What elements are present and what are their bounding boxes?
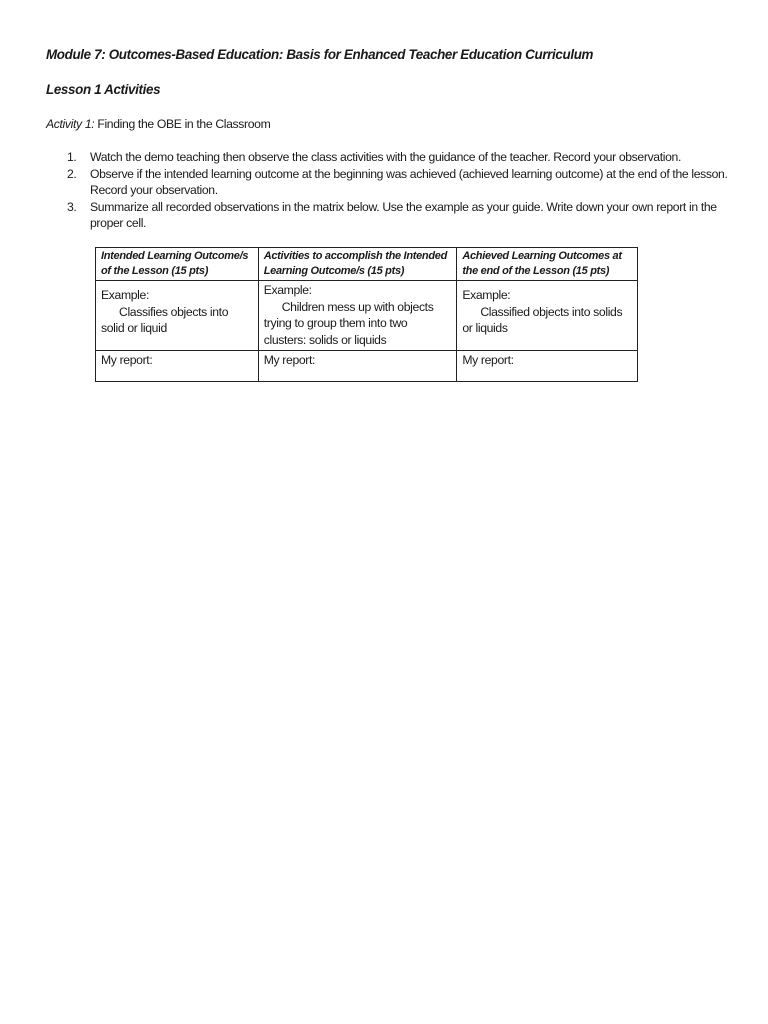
example-label: Example:: [101, 288, 150, 302]
observation-matrix: [95, 247, 638, 382]
instructions-list: [67, 149, 737, 232]
report-cell-activities[interactable]: My report:: [258, 351, 457, 382]
list-text: Observe if the intended learning outcome at the beginning was achieved (achieved learning outcome) at the end of the lesson. Record your observation.: [90, 166, 728, 197]
list-item: [67, 149, 737, 166]
example-text: Classifies objects into solid or liquid: [101, 304, 229, 335]
table-row-report: [96, 351, 638, 382]
column-header-intended: Intended Learning Outcome/s of the Lesson (15 pts): [96, 248, 259, 281]
example-cell-achieved: [457, 281, 638, 351]
example-label: Example:: [462, 288, 511, 302]
activity-title: Finding the OBE in the Classroom: [97, 117, 271, 131]
column-header-achieved: Achieved Learning Outcomes at the end of the Lesson (15 pts): [457, 248, 638, 281]
example-cell-intended: [96, 281, 259, 351]
example-text: Classified objects into solids or liquids: [462, 304, 623, 335]
example-label: Example:: [263, 283, 312, 297]
list-number: 1.: [67, 150, 77, 164]
activity-label: Activity 1:: [46, 117, 95, 131]
list-number: 3.: [67, 199, 77, 214]
list-text: Watch the demo teaching then observe the class activities with the guidance of the teacher. Record your observation.: [90, 150, 682, 164]
lesson-title: Lesson 1 Activities: [46, 82, 161, 97]
report-cell-achieved[interactable]: My report:: [457, 351, 638, 382]
report-cell-intended[interactable]: My report:: [96, 351, 259, 382]
column-header-activities: Activities to accomplish the Intended Learning Outcome/s (15 pts): [258, 248, 457, 281]
example-cell-activities: [258, 281, 457, 351]
module-title: Module 7: Outcomes-Based Education: Basis for Enhanced Teacher Education Curriculum: [46, 47, 594, 62]
activity-heading: [46, 117, 270, 131]
table-row-example: [96, 281, 638, 351]
list-text: Summarize all recorded observations in the matrix below. Use the example as your guide. Write down your own report in the proper cell.: [90, 199, 717, 230]
list-item: [67, 166, 737, 199]
list-item: [67, 199, 737, 232]
list-number: 2.: [67, 166, 77, 181]
example-text: Children mess up with objects trying to group them into two clusters: solids or liquids: [263, 299, 434, 347]
table-header-row: [96, 248, 638, 281]
